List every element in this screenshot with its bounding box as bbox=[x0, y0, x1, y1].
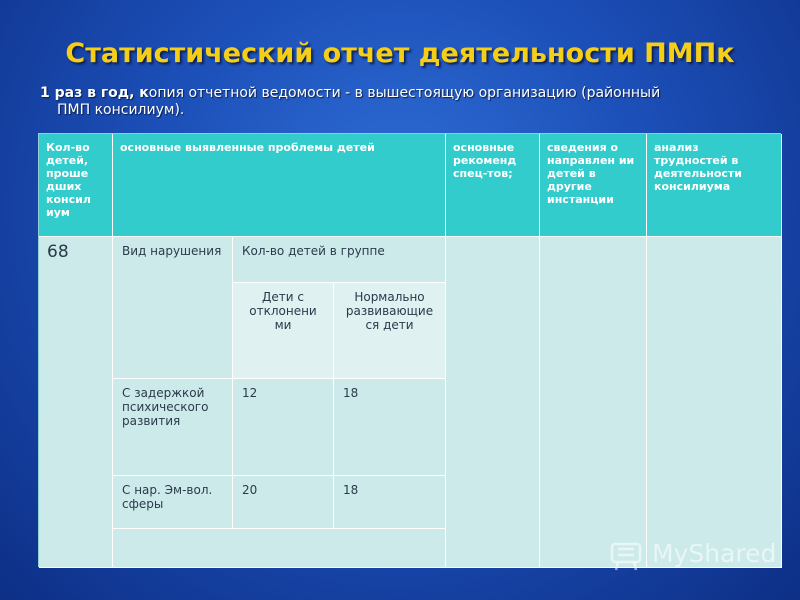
header-recommendations: основные рекоменд спец-тов; bbox=[446, 134, 540, 237]
header-count: Кол-во детей, проше дших консил иум bbox=[39, 134, 113, 237]
cart-icon bbox=[606, 536, 650, 576]
myshared-watermark bbox=[606, 536, 786, 576]
children-count: 68 bbox=[39, 237, 113, 568]
violation-type-label: Вид нарушения bbox=[113, 237, 233, 379]
referrals-cell bbox=[540, 237, 647, 568]
row-label: С задержкой психического развития bbox=[113, 379, 233, 476]
analysis-cell bbox=[647, 237, 782, 568]
row-deviation-value: 12 bbox=[233, 379, 334, 476]
row-normal-value: 18 bbox=[334, 379, 446, 476]
empty-cell bbox=[113, 529, 446, 568]
group-count-label: Кол-во детей в группе bbox=[233, 237, 446, 283]
subtitle-line2: ПМП консилиум). bbox=[57, 102, 185, 118]
watermark-text: MyShared bbox=[652, 539, 777, 568]
header-analysis: анализ трудностей в деятельности консилиума bbox=[647, 134, 782, 237]
deviation-column-label: Дети с отклонени ми bbox=[233, 283, 334, 379]
subtitle-bold: 1 раз в год, к bbox=[40, 85, 149, 101]
row-label: С нар. Эм-вол. сферы bbox=[113, 476, 233, 529]
report-table bbox=[38, 133, 781, 567]
row-normal-value: 18 bbox=[334, 476, 446, 529]
header-referrals: сведения о направлен ии детей в другие инстанции bbox=[540, 134, 647, 237]
slide-subtitle bbox=[40, 85, 740, 119]
row-deviation-value: 20 bbox=[233, 476, 334, 529]
subtitle-rest: опия отчетной ведомости - в вышестоящую организацию (районный bbox=[148, 85, 661, 101]
recommendations-cell bbox=[446, 237, 540, 568]
slide-title: Статистический отчет деятельности ПМПк bbox=[65, 38, 735, 69]
normal-column-label: Нормально развивающие ся дети bbox=[334, 283, 446, 379]
header-problems: основные выявленные проблемы детей bbox=[113, 134, 446, 237]
